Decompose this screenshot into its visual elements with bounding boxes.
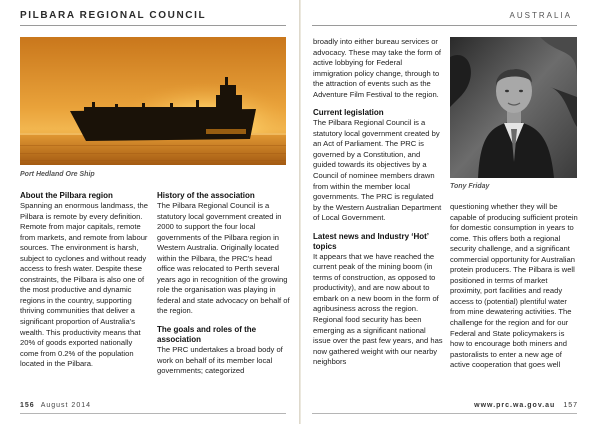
header-rule-left: [20, 25, 286, 26]
footer-right: [474, 402, 578, 409]
text-goals: The PRC undertakes a broad body of work on behalf of its member local governments; categorized: [157, 345, 283, 376]
footer-left: [20, 402, 91, 409]
text-legislation: The Pilbara Regional Council is a statutory local government created by an Act of Parliament. The PRC is governed by a Constitution, and guided towards its objectives by a Council of nominee members drawn from within the member local governments. The PRC is regulated by the Western Australian Department of Local Government.: [313, 118, 442, 223]
text-about: Spanning an enormous landmass, the Pilbara is remote by every definition. Remote from major capitals, remote from markets, and remote from labour sources. The environment is harsh, subject to cyclones and without ready access to fresh water. Despite these constraints, the Pilbara is also one of the most productive and dynamic regions in the country, supporting thriving communities that deliver a significant proportion of Australia's wealth. This productivity means that 20% of goods exported nationally come from 0.2% of the population located in the Pilbara.: [20, 201, 148, 369]
heading-about: About the Pilbara region: [20, 191, 113, 200]
column-legislation: [313, 37, 443, 368]
text-goals-continued: broadly into either bureau services or advocacy. These may take the form of active lobbying for Federal immigration policy change, through to the attraction of events such as the Adventure Film Festival to the region.: [313, 37, 442, 99]
page-number-right: 157: [563, 402, 578, 409]
column-history: [157, 191, 292, 377]
header-title: PILBARA REGIONAL COUNCIL: [20, 10, 207, 21]
heading-history: History of the association: [157, 191, 255, 200]
column-news-continued: [450, 202, 578, 371]
page-number-left: 156: [20, 402, 35, 409]
text-latest-news: It appears that we have reached the current peak of the mining boom (in terms of construction, as opposed to productivity), and are now about to embark on a new boom in the form of agribusiness across the region. Regional food security has been emerging as a significant national issue over the past few years, and has now gathered weight with our nearby neighbors: [313, 251, 443, 367]
heading-latest-news: Latest news and Industry ‘Hot’ topics: [313, 231, 429, 251]
header-rule-right: [312, 25, 577, 26]
website-url: www.prc.wa.gov.au: [474, 402, 556, 409]
text-history: The Pilbara Regional Council is a statutory local government created in 2000 to support the four local governments of the Pilbara region in Western Australia. Originally located within the Pilbara, the PRC's head office was relocated to Perth several years ago in recognition of the growing role the organisation was playing in federal and state advocacy on behalf of the region.: [157, 201, 290, 316]
column-about: [20, 191, 150, 370]
page-gutter: [299, 0, 301, 424]
heading-goals: The goals and roles of the association: [157, 325, 257, 345]
footer-rule-left: [20, 413, 286, 414]
ore-ship-photo: [20, 37, 286, 165]
footer-rule-right: [312, 413, 577, 414]
heading-legislation: Current legislation: [313, 108, 384, 118]
portrait-photo: [450, 37, 577, 178]
header-country: AUSTRALIA: [509, 11, 572, 20]
issue-date: August 2014: [40, 402, 91, 409]
ship-caption: Port Hedland Ore Ship: [20, 171, 95, 178]
portrait-caption: Tony Friday: [450, 183, 490, 190]
text-news-continued: questioning whether they will be capable of producing sufficient protein for domestic consumption in years to come. This offers both a regional security challenge, and a significant commercial opportunity for Australian protein producers. The Pilbara is well positioned in terms of market proximity, port facilities and ready access to (potential) plentiful water from mine dewatering activities. The challenge for the region and for our Federal and State policymakers is how to encourage both miners and pastoralists to enter a new age of active cooperation that goes well: [450, 202, 578, 370]
